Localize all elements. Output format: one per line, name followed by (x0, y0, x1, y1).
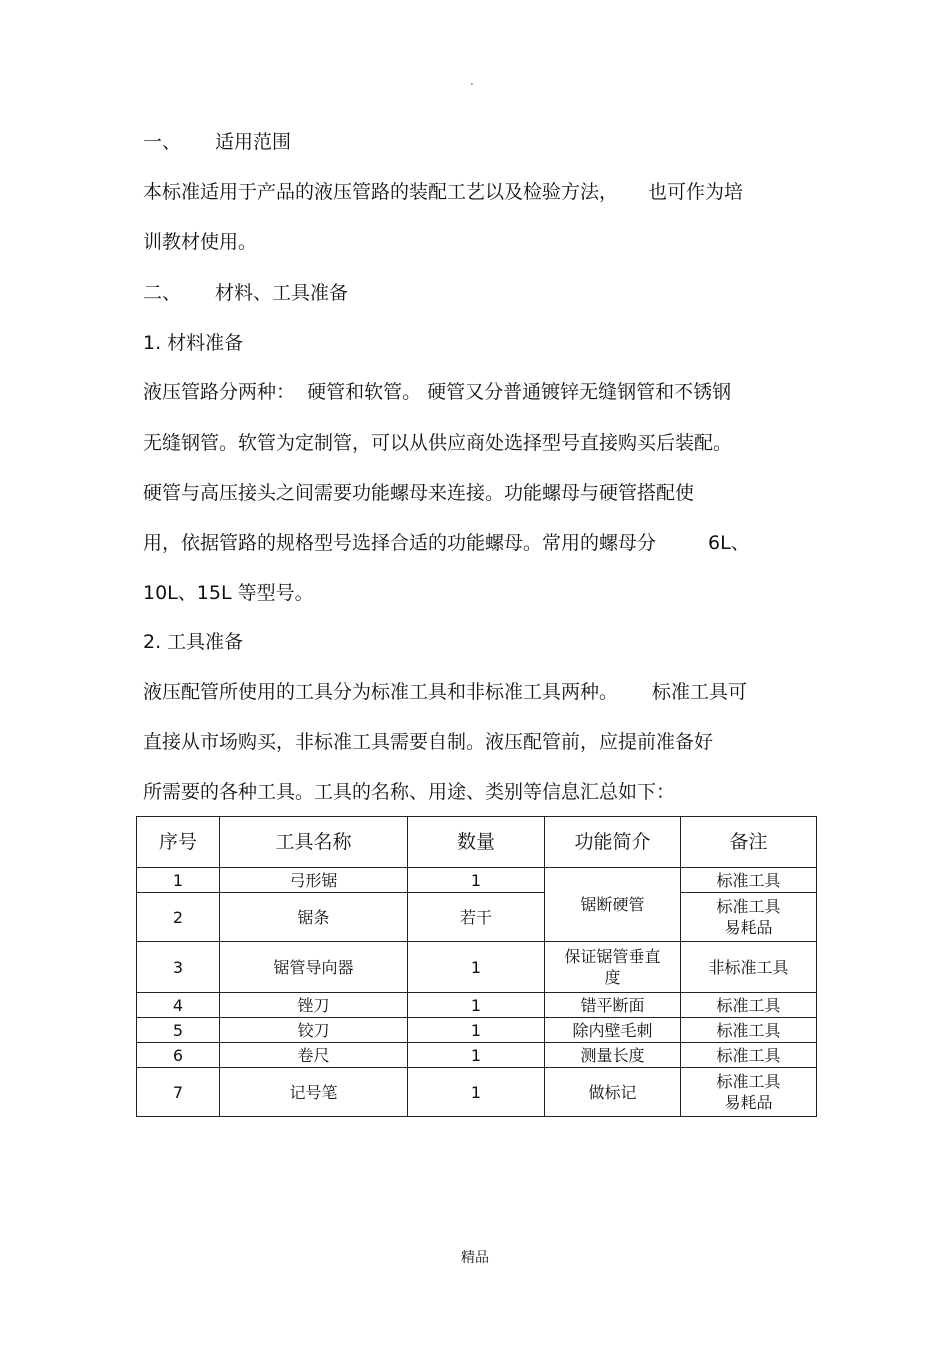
table-row: 2 锯条 若干 标准工具 易耗品 (137, 893, 817, 942)
table-row: 3 锯管导向器 1 保证锯管垂直 度 非标准工具 (137, 942, 817, 993)
materials-line-1: 液压管路分两种： 硬管和软管。 硬管又分普通镀锌无缝钢管和不锈钢 (143, 381, 732, 403)
section1-number: 一、 (143, 131, 182, 153)
header-function: 功能简介 (545, 817, 681, 868)
header-no: 序号 (137, 817, 220, 868)
section1-paragraph-line-2: 训教材使用。 (143, 231, 258, 253)
tools-line-3: 所需要的各种工具。工具的名称、用途、类别等信息汇总如下： (143, 781, 676, 803)
tools-line-2: 直接从市场购买，非标准工具需要自制。液压配管前，应提前准备好 (143, 731, 714, 753)
table-row: 6 卷尺 1 测量长度 标准工具 (137, 1043, 817, 1068)
table-header-row (137, 817, 817, 868)
table-row: 4 锉刀 1 错平断面 标准工具 (137, 993, 817, 1018)
tools-table (136, 816, 817, 1117)
section2-title: 材料、工具准备 (215, 282, 349, 304)
header-name: 工具名称 (220, 817, 408, 868)
table-row: 7 记号笔 1 做标记 标准工具 易耗品 (137, 1068, 817, 1117)
header-qty: 数量 (408, 817, 545, 868)
section1-title: 适用范围 (215, 131, 292, 153)
table-row: 1 弓形锯 1 锯断硬管 标准工具 (137, 868, 817, 893)
section1-paragraph-line-1: 本标准适用于产品的液压管路的装配工艺以及检验方法， 也可作为培 (143, 181, 744, 203)
header-dot: . (470, 74, 474, 88)
materials-line-3: 硬管与高压接头之间需要功能螺母来连接。功能螺母与硬管搭配使 (143, 482, 695, 504)
table-row: 5 铰刀 1 除内壁毛刺 标准工具 (137, 1018, 817, 1043)
section2-heading (143, 281, 348, 305)
header-note: 备注 (681, 817, 817, 868)
section2-number: 二、 (143, 282, 182, 304)
merged-function-cell: 锯断硬管 (545, 868, 681, 942)
subheading-tools: 2. 工具准备 (143, 631, 244, 653)
footer-text: 精品 (461, 1250, 489, 1266)
materials-line-5: 10L、15L 等型号。 (143, 582, 314, 604)
tools-line-1: 液压配管所使用的工具分为标准工具和非标准工具两种。 标准工具可 (143, 681, 748, 703)
section1-heading (143, 130, 291, 154)
materials-line-4: 用，依据管路的规格型号选择合适的功能螺母。常用的螺母分 6L、 (143, 532, 750, 554)
materials-line-2: 无缝钢管。软管为定制管，可以从供应商处选择型号直接购买后装配。 (143, 432, 733, 454)
subheading-materials: 1. 材料准备 (143, 332, 244, 354)
